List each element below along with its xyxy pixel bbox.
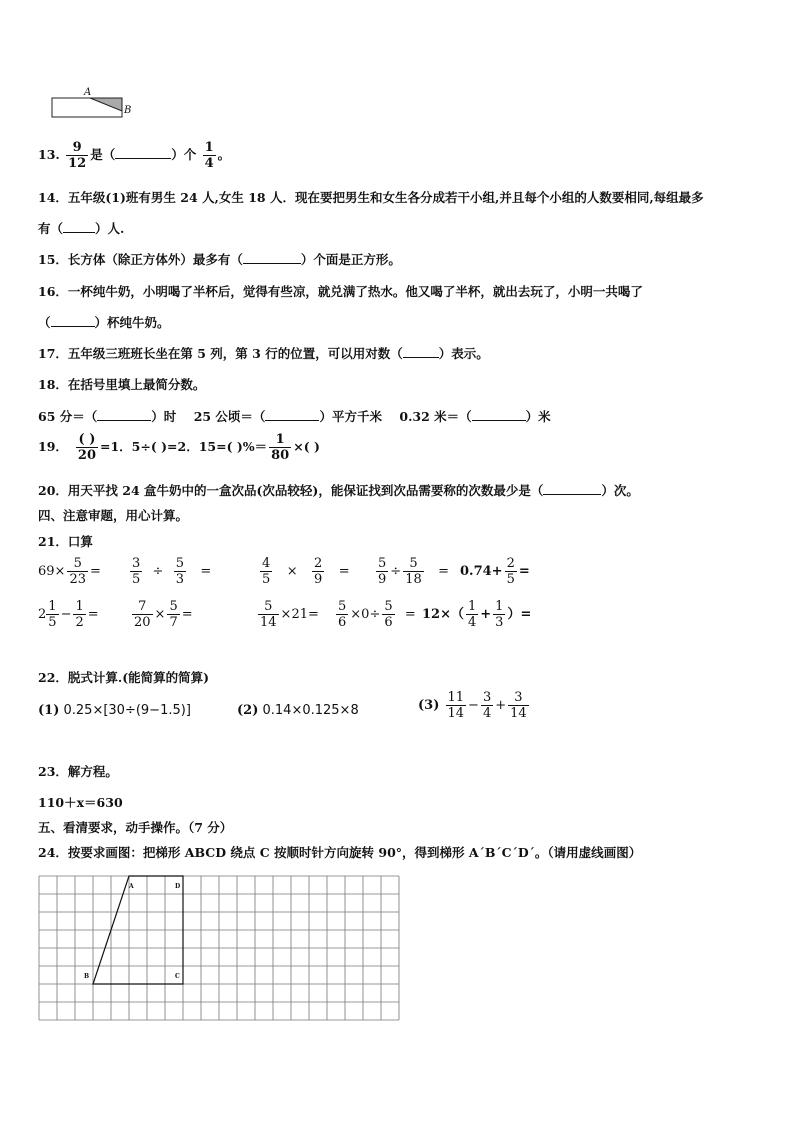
grid-label-d: D: [175, 883, 181, 890]
q19-fraction-2: $\frac{1}{80}$: [271, 432, 290, 463]
grid-label-a: A: [129, 883, 134, 890]
rotation-grid[interactable]: [38, 875, 400, 1025]
section-5-title: 五、看清要求，动手操作。（7 分）: [38, 820, 233, 835]
q21-item-6: 2 $\frac{1}{5}$ − $\frac{1}{2}$ =: [38, 599, 99, 630]
q22-part-1: (1) 0.25×[30÷(9−1.5)]: [38, 703, 191, 718]
question-18-items: 65 分＝（ ）时 25 公顷＝（ ）平方千米 0.32 米＝（ ）米: [38, 409, 551, 424]
q21-item-4: $\frac{5}{9}$ ÷ $\frac{5}{18}$ =: [378, 556, 450, 587]
q22-part-2: (2) 0.14×0.125×8: [237, 703, 359, 718]
question-22-title: 22．脱式计算.(能简算的简算): [38, 670, 210, 685]
q20-blank[interactable]: [543, 482, 601, 495]
question-17: 17．五年级三班班长坐在第 5 列，第 3 行的位置，可以用对数（ ）表示。: [38, 346, 489, 361]
q21-item-3: $\frac{4}{5}$ × $\frac{2}{9}$ =: [262, 556, 350, 587]
q21-item-7: $\frac{7}{20}$ × $\frac{5}{7}$ =: [134, 599, 193, 630]
q21-item-8: $\frac{5}{14}$ ×21=: [260, 599, 319, 630]
question-24: 24．按要求画图：把梯形 ABCD 绕点 C 按顺时针方向旋转 90°，得到梯形 A´B´C´D´。（请用虚线画图）: [38, 845, 642, 860]
q18-blank-c[interactable]: [472, 408, 526, 421]
figure-label-a: A: [84, 87, 92, 98]
q21-item-9: $\frac{5}{6}$ ×0÷ $\frac{5}{6}$ =: [338, 599, 416, 630]
q13-blank[interactable]: [115, 146, 171, 159]
section-4-title: 四、注意审题，用心计算。: [38, 508, 189, 523]
question-16-line-2: （ ）杯纯牛奶。: [38, 315, 170, 330]
q15-blank[interactable]: [243, 251, 301, 264]
grid-label-b: B: [84, 973, 90, 980]
grid-label-c: C: [175, 973, 180, 980]
question-21-title: 21．口算: [38, 534, 93, 549]
q16-blank[interactable]: [51, 314, 95, 327]
q19-fraction-1: $\frac{( )}{20}$: [77, 432, 96, 463]
question-19: 19． $\frac{( )}{20}$ =1．5÷( )=2．15=( )%＝ $\frac{1}{80}$ ×( ): [38, 432, 320, 463]
question-14-line-2: 有（ ）人.: [38, 221, 125, 236]
q18-blank-a[interactable]: [97, 408, 151, 421]
figure-label-b: B: [124, 105, 132, 116]
q18-blank-b[interactable]: [265, 408, 319, 421]
question-18-title: 18．在括号里填上最简分数。: [38, 377, 206, 392]
q13-fraction-2: $\frac{1}{4}$: [204, 140, 214, 171]
question-23-equation: 110＋x＝630: [38, 795, 123, 810]
q21-item-2: $\frac{3}{5}$ ÷ $\frac{5}{3}$ =: [132, 556, 212, 587]
q21-item-5: 0.74+ $\frac{2}{5}$ =: [460, 556, 530, 587]
q13-fraction-1: $\frac{9}{12}$: [68, 140, 87, 171]
q17-blank[interactable]: [403, 345, 439, 358]
q14-blank[interactable]: [63, 220, 95, 233]
q21-item-10: 12×（ $\frac{1}{4}$ + $\frac{1}{3}$ ）=: [422, 599, 532, 630]
question-23-title: 23．解方程。: [38, 764, 118, 779]
question-16-line-1: 16．一杯纯牛奶，小明喝了半杯后，觉得有些凉，就兑满了热水。他又喝了半杯，就出去玩了，小明一共喝了: [38, 284, 643, 299]
question-20: 20．用天平找 24 盒牛奶中的一盒次品(次品较轻)，能保证找到次品需要称的次数最少是（ ）次。: [38, 483, 639, 498]
q22-part-3: (3) $\frac{11}{14}$ − $\frac{3}{4}$ + $\frac{3}{14}$: [418, 690, 527, 721]
question-15: 15．长方体（除正方体外）最多有（ ）个面是正方形。: [38, 252, 401, 267]
q21-item-1: 69× $\frac{5}{23}$ =: [38, 556, 101, 587]
question-13: 13. $\frac{9}{12}$ 是（ ）个 $\frac{1}{4}$ 。: [38, 140, 231, 171]
question-14-line-1: 14．五年级(1)班有男生 24 人,女生 18 人．现在要把男生和女生各分成若干小组,并且每个小组的人数要相同,每组最多: [38, 190, 704, 205]
